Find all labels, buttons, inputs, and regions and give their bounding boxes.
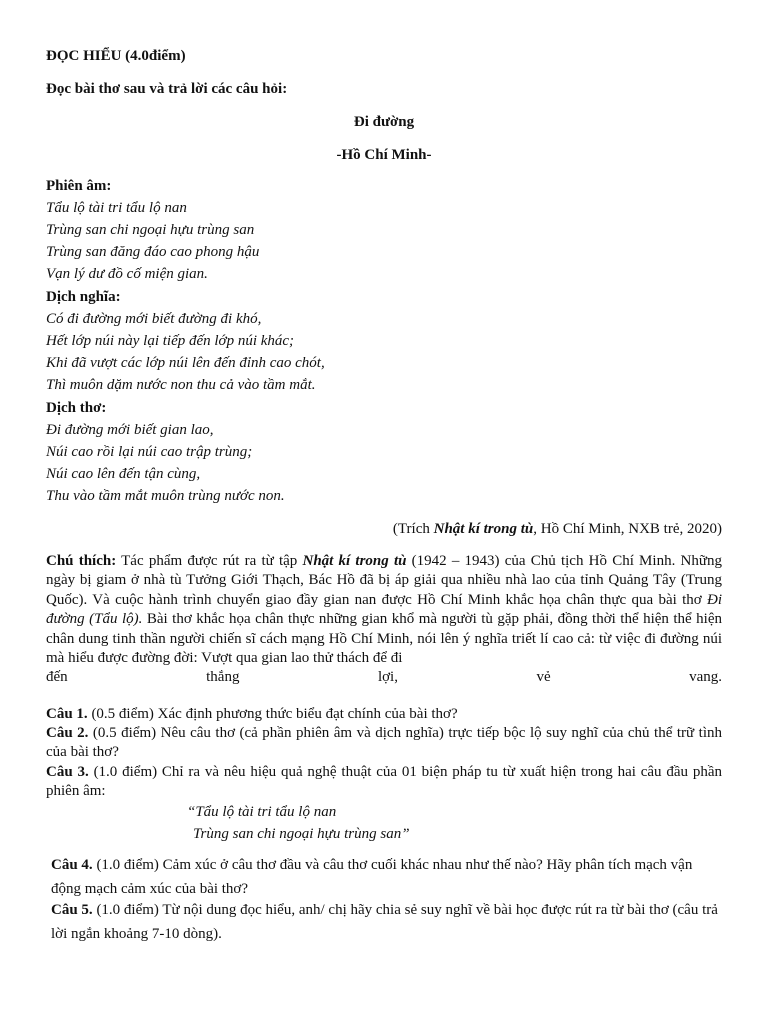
note-last-line: đến thắng lợi, vẻ vang. [46, 669, 722, 686]
instruction: Đọc bài thơ sau và trả lời các câu hỏi: [46, 81, 288, 97]
phien-am-line: Tẩu lộ tài tri tẩu lộ nan [46, 200, 187, 216]
note-text: (1942 – 1943) của Chủ tịch Hồ Chí Minh. Những ngày bị giam ở nhà tù Tưởng Giới Thạch, Bác Hồ đã bị áp giải qua nhiều nhà lao của tỉnh Quảng Tây (Trung Quốc). Và cuộc hành trình chuyển giao đầy gian nan được Hồ Chí Minh khắc họa chân thực qua bài thơ [46, 553, 722, 608]
quote-line: Trùng san chi ngoại hựu trùng san” [193, 826, 410, 842]
question-label: Câu 5. [51, 902, 93, 918]
dich-nghia-line: Khi đã vượt các lớp núi lên đến đỉnh cao chót, [46, 355, 325, 371]
phien-am-line: Trùng san đăng đáo cao phong hậu [46, 244, 260, 260]
question-label: Câu 1. [46, 706, 88, 722]
note-paragraph [46, 552, 722, 688]
question-label: Câu 2. [46, 725, 89, 741]
dich-tho-heading: Dịch thơ: [46, 400, 107, 416]
question-2 [46, 724, 722, 763]
dich-tho-line: Núi cao rồi lại núi cao trập trùng; [46, 444, 253, 460]
note-poem-ref: Đi đường (Tẩu lộ). [46, 591, 722, 628]
phien-am-line: Trùng san chi ngoại hựu trùng san [46, 222, 255, 238]
section-title: ĐỌC HIỂU (4.0điểm) [46, 48, 186, 64]
note-book: Nhật kí trong tù [302, 553, 407, 569]
question-3 [46, 763, 722, 802]
question-text: (1.0 điểm) Chỉ ra và nêu hiệu quả nghệ thuật của 01 biện pháp tu từ xuất hiện trong hai câu đầu phần phiên âm: [46, 764, 722, 800]
dich-tho-line: Đi đường mới biết gian lao, [46, 422, 214, 438]
dich-nghia-line: Thì muôn dặm nước non thu cả vào tầm mắt. [46, 377, 316, 393]
source-book: Nhật kí trong tù [433, 521, 534, 537]
question-text: (0.5 điểm) Xác định phương thức biểu đạt chính của bài thơ? [87, 706, 458, 722]
note-text: Bài thơ khắc họa chân thực những gian khổ mà người tù gặp phải, đồng thời thể hiện thể hiện chân dung tinh thần người chiến sĩ cách mạng Hồ Chí Minh, nói lên ý nghĩa triết lí cao cả: từ việc đi đường núi mà hiểu được đường đời: Vượt qua gian lao thử thách để đi [46, 611, 723, 667]
question-label: Câu 4. [51, 857, 93, 873]
poem-title: Đi đường [353, 114, 415, 130]
dich-nghia-heading: Dịch nghĩa: [46, 289, 121, 305]
dich-tho-line: Thu vào tầm mắt muôn trùng nước non. [46, 488, 285, 504]
quote-line: “Tẩu lộ tài tri tẩu lộ nan [187, 804, 337, 820]
note-text: Tác phẩm được rút ra từ tập [116, 553, 303, 569]
source-suffix: , Hồ Chí Minh, NXB trẻ, 2020) [533, 521, 722, 537]
dich-nghia-line: Có đi đường mới biết đường đi khó, [46, 311, 262, 327]
question-4 [51, 854, 723, 901]
dich-nghia-line: Hết lớp núi này lại tiếp đến lớp núi khác; [46, 333, 295, 349]
dich-tho-line: Núi cao lên đến tận cùng, [46, 466, 201, 482]
question-1 [46, 705, 722, 724]
phien-am-line: Vạn lý dư đồ cố miện gian. [46, 266, 208, 282]
question-text: (0.5 điểm) Nêu câu thơ (cả phần phiên âm và dịch nghĩa) trực tiếp bộc lộ suy nghĩ của chủ thể trữ tình của bài thơ? [46, 725, 722, 761]
question-text: (1.0 điểm) Cảm xúc ở câu thơ đầu và câu thơ cuối khác nhau như thế nào? Hãy phân tích mạch vận động mạch cảm xúc của bài thơ? [51, 857, 693, 897]
source-citation [393, 518, 722, 540]
source-prefix: (Trích [392, 521, 434, 537]
poem-author: -Hồ Chí Minh- [336, 147, 432, 163]
phien-am-heading: Phiên âm: [46, 178, 112, 194]
question-label: Câu 3. [46, 764, 89, 780]
question-text: (1.0 điểm) Từ nội dung đọc hiểu, anh/ chị hãy chia sẻ suy nghĩ về bài học được rút ra từ bài thơ (câu trả lời ngắn khoảng 7-10 dòng). [51, 902, 718, 942]
question-5 [51, 899, 723, 946]
note-label: Chú thích: [46, 553, 117, 569]
